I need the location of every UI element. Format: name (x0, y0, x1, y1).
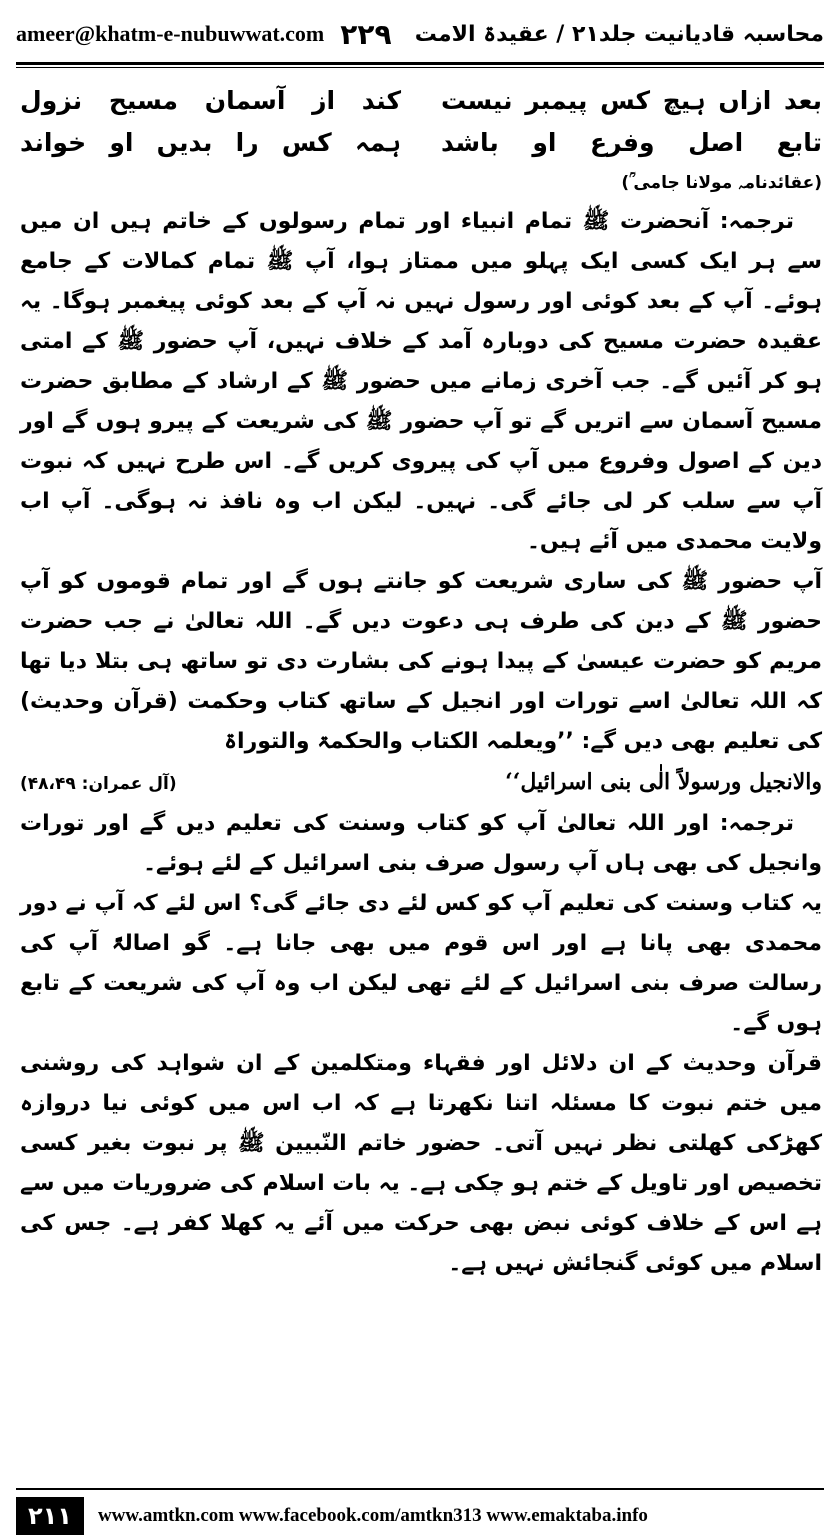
footer-page-number: ۲۱۱ (16, 1497, 84, 1535)
paragraph-translation-1: ترجمہ: آنحضرت ﷺ تمام انبیاء اور تمام رسولوں کے خاتم ہیں ان میں سے ہر ایک کسی ایک پہلو میں ممتاز ہوا، آپ ﷺ تمام کمالات کے جامع ہوئے۔ آپ کے بعد کوئی اور رسول نہیں نہ آپ کے بعد کوئی پیغمبر ہوگا۔ یہ عقیدہ حضرت مسیح کی دوبارہ آمد کے خلاف نہیں، آپ حضور ﷺ کے امتی ہو کر آئیں گے۔ جب آخری زمانے میں حضور ﷺ کے ارشاد کے مطابق حضرت مسیح آسمان سے اتریں گے تو آپ حضور ﷺ کی شریعت کے پیرو ہوں گے اور دین کے اصول وفروع میں آپ کی پیروی کریں گے۔ اس طرح نہیں کہ نبوت آپ سے سلب کر لی جائے گی۔ نہیں۔ لیکن اب وہ نافذ نہ ہوگی۔ آپ اب ولایت محمدی میں آئے ہیں۔ (20, 209, 822, 554)
paragraph-5: قرآن وحدیث کے ان دلائل اور فقہاء ومتکلمین کے ان شواہد کی روشنی میں ختم نبوت کا مسئلہ اتنا نکھرتا ہے کہ اب اس میں کوئی نیا دروازہ کھڑکی کھلتی نظر نہیں آتی۔ حضور خاتم النّبیین ﷺ پر نبوت بغیر کسی تخصیص اور تاویل کے ختم ہو چکی ہے۔ یہ بات اسلام کی ضروریات میں سے ہے اس کے خلاف کوئی نبض بھی حرکت میں آئے یہ کھلا کفر ہے۔ جس کی اسلام میں کوئی گنجائش نہیں ہے۔ (20, 1051, 822, 1276)
verse-line2-right: تابع اصل وفرع او باشد (441, 128, 822, 157)
verse-line2-left: ہمہ کس را بدیں او خواند (20, 128, 401, 157)
quran-quote-end: والانجیل ورسولاً الٰی بنی اسرائیل‘‘ (505, 769, 822, 795)
verse-line1-right: بعد ازاں ہیچ کس پیمبر نیست (441, 86, 822, 115)
header-left (16, 18, 392, 51)
verse-attribution: (عقائدنامہ مولانا جامی ؒ) (621, 173, 822, 193)
paragraph-2: آپ حضور ﷺ کی ساری شریعت کو جانتے ہوں گے اور تمام قوموں کو آپ حضور ﷺ کے دین کی طرف ہی دعوت دیں گے۔ اللہ تعالیٰ نے جب حضرت مریم کو حضرت عیسیٰ کے پیدا ہونے کی بشارت دی تو ساتھ ہی بتلا دیا تھا کہ اللہ تعالیٰ اسے تورات اور انجیل کے ساتھ کتاب وحکمت (قرآن وحدیث) کی تعلیم بھی دیں گے: ’’ویعلمہ الکتاب والحکمۃ والتوراۃ (20, 569, 822, 754)
header-email: ameer@khatm-e-nubuwwat.com (16, 21, 325, 46)
page-footer (16, 1496, 824, 1536)
paragraph-4: یہ کتاب وسنت کی تعلیم آپ کو کس لئے دی جائے گی؟ اس لئے کہ آپ نے دور محمدی بھی پانا ہے اور اس قوم میں بھی جانا ہے۔ گو اصالۃً آپ کی رسالت صرف بنی اسرائیل کے لئے تھی لیکن اب وہ آپ کی شریعت کے تابع ہوں گے۔ (20, 891, 822, 1036)
page-body (20, 80, 822, 1480)
quran-reference: (آل عمران: ۴۸،۴۹) (20, 774, 177, 794)
footer-rule (16, 1488, 824, 1490)
header-rule (16, 62, 824, 65)
persian-verse (20, 80, 822, 164)
footer-urls: www.amtkn.com www.facebook.com/amtkn313 www.emaktaba.info (97, 1505, 648, 1526)
header-rule-thin (16, 67, 824, 68)
verse-line1-left: کند از آسمان مسیح نزول (20, 86, 401, 115)
paragraph-translation-2: ترجمہ: اور اللہ تعالیٰ آپ کو کتاب وسنت کی تعلیم دیں گے اور تورات وانجیل کی بھی ہاں آپ رسول صرف بنی اسرائیل کے لئے ہوئے۔ (20, 811, 822, 876)
quote-reference-line (20, 762, 822, 804)
page-header (16, 10, 824, 58)
header-book-title: محاسبہ قادیانیت جلد۲۱ / عقیدۃ الامت (414, 21, 824, 47)
header-page-number: ۲۲۹ (340, 17, 392, 51)
